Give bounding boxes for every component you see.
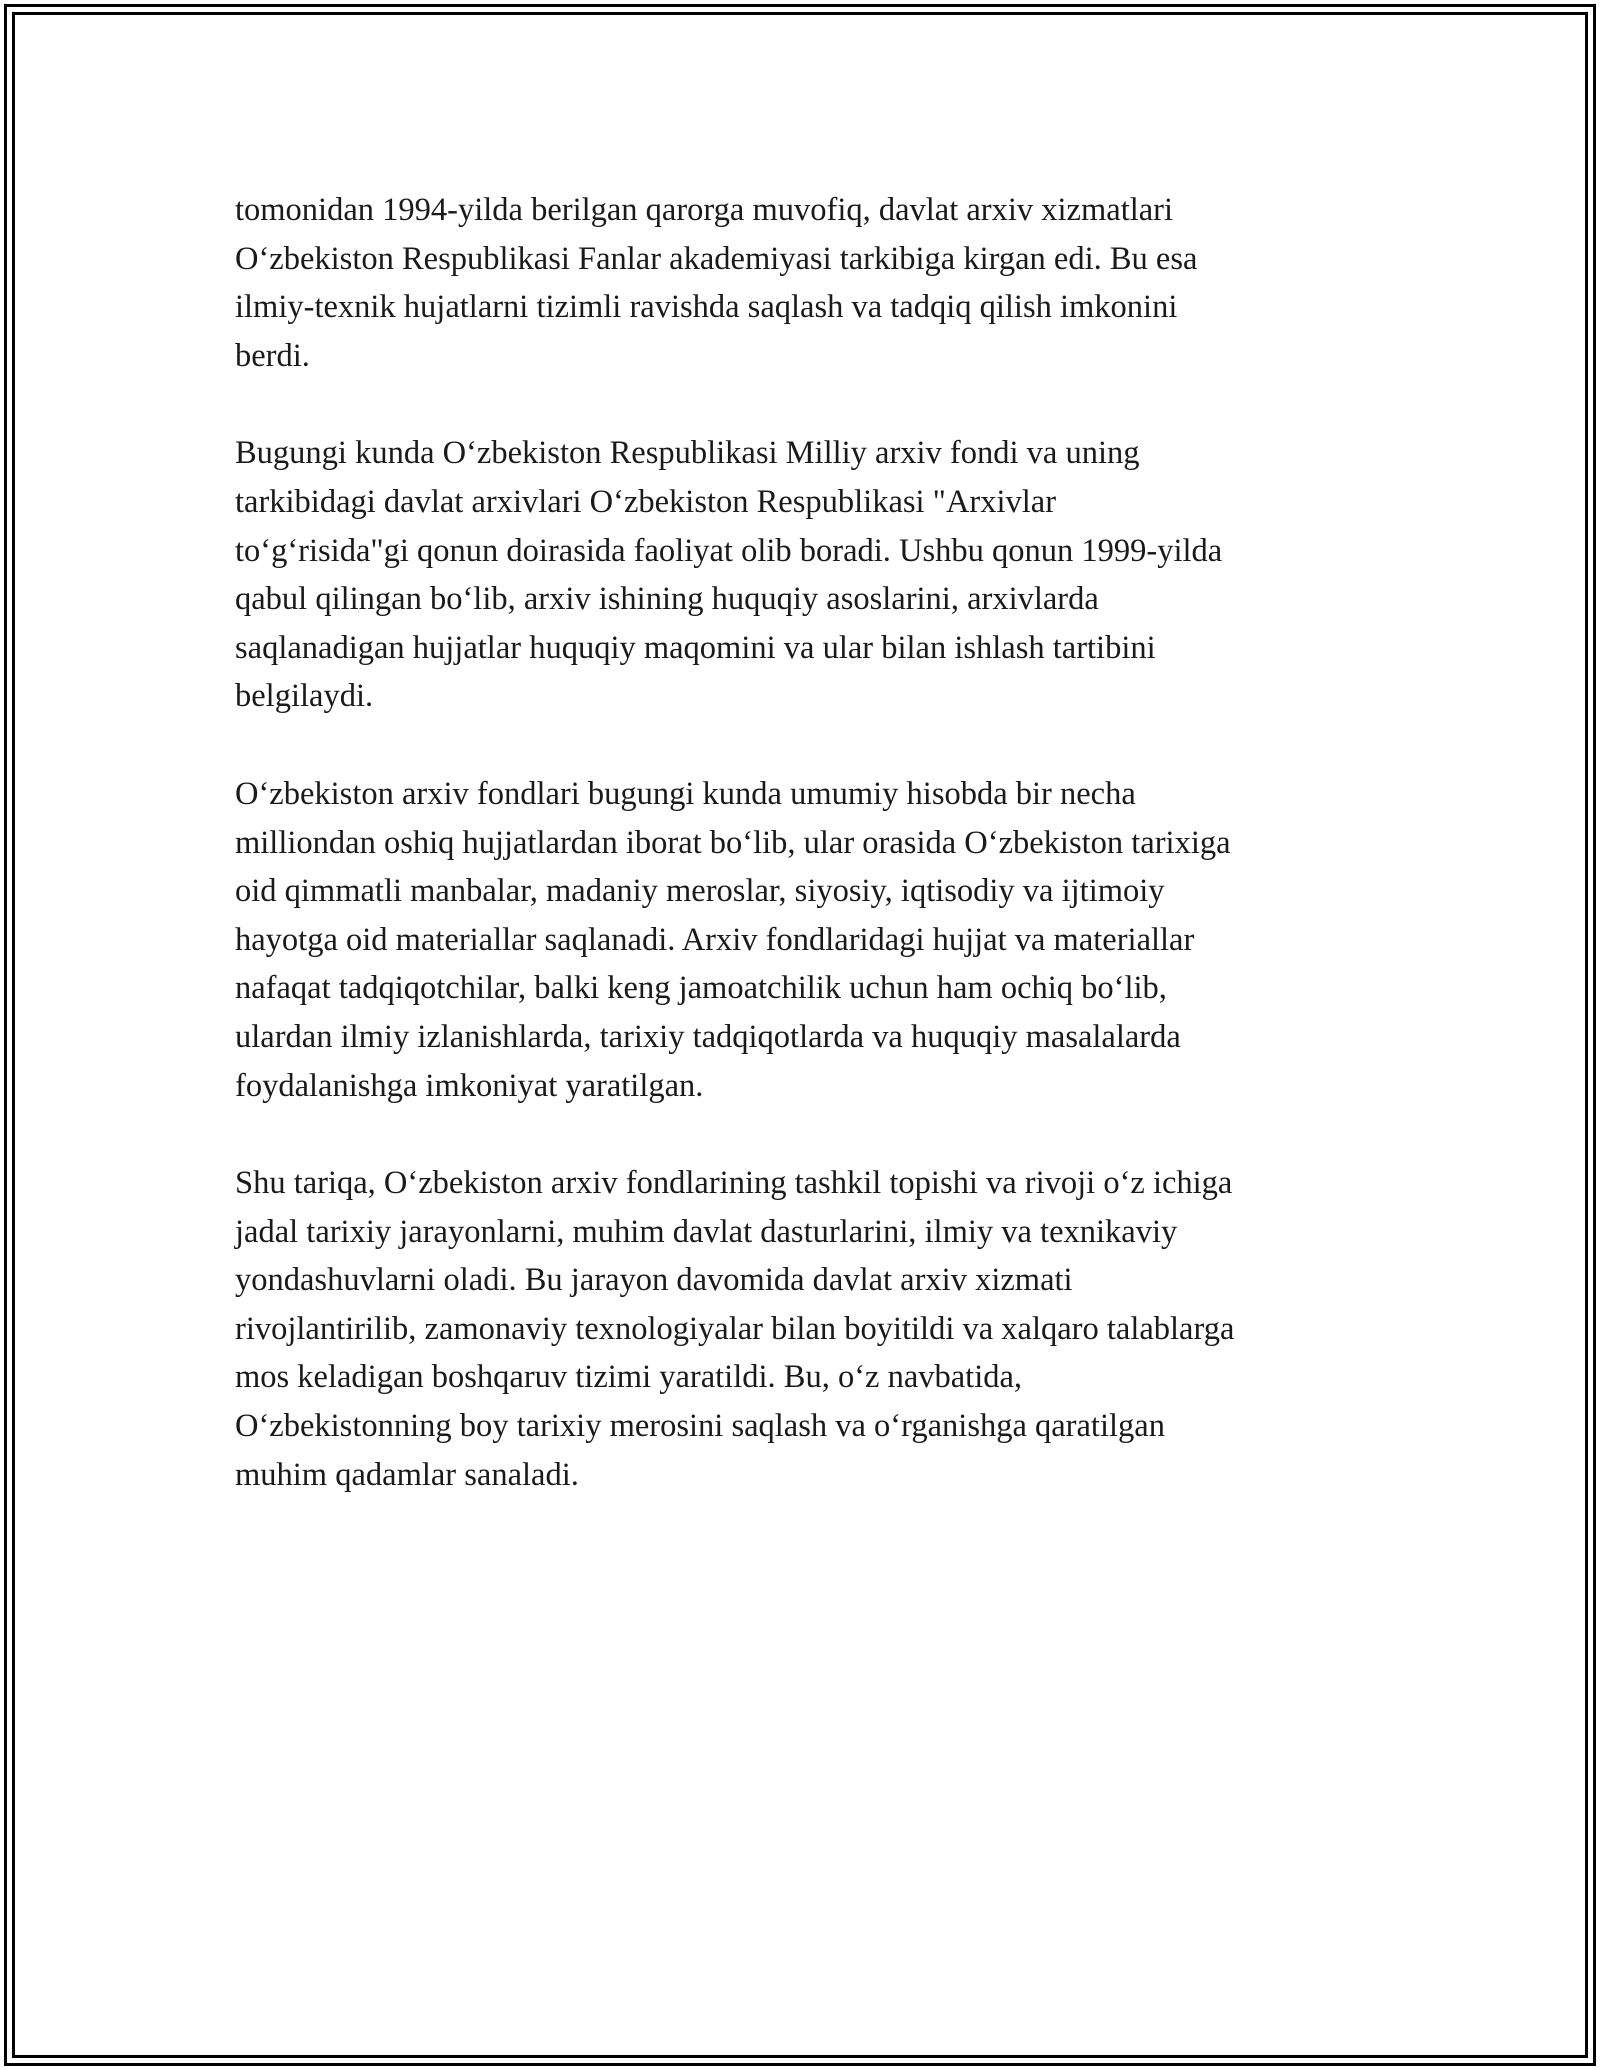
text-line: O‘zbekistonning boy tarixiy merosini saqlash va o‘rganishga qaratilgan [235, 1408, 1165, 1445]
text-line: Shu tariqa, O‘zbekiston arxiv fondlarining tashkil topishi va rivoji o‘z ichiga [235, 1165, 1233, 1202]
text-line: mos keladigan boshqaruv tizimi yaratildi. Bu, o‘z navbatida, [235, 1359, 1023, 1396]
text-line: milliondan oshiq hujjatlardan iborat bo‘lib, ular orasida O‘zbekiston tarixiga [235, 824, 1231, 861]
text-line: ilmiy-texnik hujatlarni tizimli ravishda saqlash va tadqiq qilish imkonini [235, 289, 1178, 326]
text-line: hayotga oid materiallar saqlanadi. Arxiv fondlaridagi hujjat va materiallar [235, 921, 1195, 958]
paragraph-1 [235, 186, 1365, 380]
text-line: to‘g‘risida"gi qonun doirasida faoliyat olib boradi. Ushbu qonun 1999-yilda [235, 532, 1223, 569]
text-line: foydalanishga imkoniyat yaratilgan. [235, 1067, 704, 1104]
text-line: muhim qadamlar sanaladi. [235, 1456, 579, 1493]
text-line: oid qimmatli manbalar, madaniy meroslar, siyosiy, iqtisodiy va ijtimoiy [235, 873, 1165, 910]
paragraph-2 [235, 429, 1365, 721]
text-line: rivojlantirilib, zamonaviy texnologiyalar bilan boyitildi va xalqaro talablarga [235, 1310, 1235, 1347]
text-line: ulardan ilmiy izlanishlarda, tarixiy tadqiqotlarda va huquqiy masalalarda [235, 1018, 1181, 1055]
text-line: tarkibidagi davlat arxivlari O‘zbekiston Respublikasi "Arxivlar [235, 483, 1057, 520]
paragraph-3 [235, 770, 1365, 1110]
text-line: jadal tarixiy jarayonlarni, muhim davlat dasturlarini, ilmiy va texnikaviy [235, 1213, 1178, 1250]
text-line: saqlanadigan hujjatlar huquqiy maqomini va ular bilan ishlash tartibini [235, 629, 1156, 666]
text-line: O‘zbekiston Respublikasi Fanlar akademiyasi tarkibiga kirgan edi. Bu esa [235, 240, 1198, 277]
text-line: qabul qilingan bo‘lib, arxiv ishining huquqiy asoslarini, arxivlarda [235, 581, 1099, 618]
text-line: yondashuvlarni oladi. Bu jarayon davomida davlat arxiv xizmati [235, 1262, 1073, 1299]
text-line: nafaqat tadqiqotchilar, balki keng jamoatchilik uchun ham ochiq bo‘lib, [235, 970, 1167, 1007]
text-line: belgilaydi. [235, 678, 374, 715]
text-line: tomonidan 1994-yilda berilgan qarorga muvofiq, davlat arxiv xizmatlari [235, 192, 1174, 228]
text-line: O‘zbekiston arxiv fondlari bugungi kunda umumiy hisobda bir necha [235, 775, 1136, 812]
text-line: berdi. [235, 337, 310, 374]
text-line: Bugungi kunda O‘zbekiston Respublikasi Milliy arxiv fondi va uning [235, 435, 1140, 472]
document-body [235, 186, 1365, 1548]
paragraph-4 [235, 1159, 1365, 1499]
